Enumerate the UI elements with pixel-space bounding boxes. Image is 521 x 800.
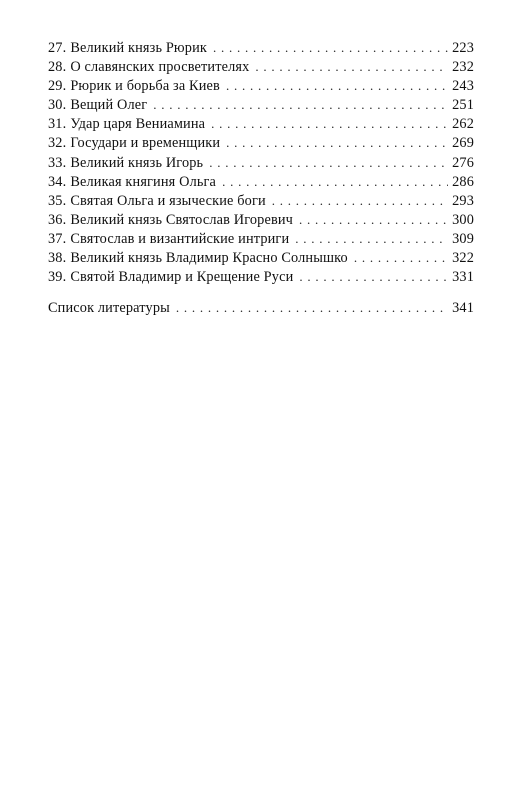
chapter-title: Великий князь Владимир Красно Солнышко xyxy=(70,250,348,267)
toc-entry-28 xyxy=(48,57,474,76)
dot-leader xyxy=(295,229,448,248)
chapter-page-number: 300 xyxy=(452,211,474,228)
chapter-title: Удар царя Вениамина xyxy=(70,116,206,133)
chapter-title: О славянских просветителях xyxy=(70,59,250,76)
chapter-title: Вещий Олег xyxy=(70,97,148,114)
chapter-page-number: 309 xyxy=(452,230,474,247)
chapter-title: Святая Ольга и языческие боги xyxy=(70,192,266,209)
toc-entry-29 xyxy=(48,76,474,95)
chapter-page-number: 269 xyxy=(452,135,474,152)
chapter-title: Государи и временщики xyxy=(70,135,221,152)
toc-entry-35 xyxy=(48,191,474,210)
chapter-number: 39. xyxy=(48,269,67,286)
chapter-number: 30. xyxy=(48,97,67,114)
dot-leader xyxy=(209,153,448,172)
dot-leader xyxy=(272,191,448,210)
chapter-title: Великий князь Игорь xyxy=(70,154,204,171)
chapter-page-number: 322 xyxy=(452,250,474,267)
chapter-title: Великий князь Рюрик xyxy=(70,40,207,56)
chapter-number: 35. xyxy=(48,192,67,209)
bibliography-title: Список литературы xyxy=(48,300,170,316)
toc-entry-33 xyxy=(48,153,474,172)
toc-entry-34 xyxy=(48,172,474,191)
toc-entry-37 xyxy=(48,229,474,248)
toc-entry-39 xyxy=(48,267,474,286)
chapter-title: Святослав и византийские интриги xyxy=(70,230,290,247)
toc-entry-bibliography xyxy=(48,298,474,317)
toc-entry-31 xyxy=(48,114,474,133)
dot-leader xyxy=(226,76,448,95)
dot-leader xyxy=(211,114,448,133)
toc-entry-38 xyxy=(48,248,474,267)
bibliography-page-number: 341 xyxy=(452,300,474,316)
dot-leader xyxy=(299,210,448,229)
chapter-page-number: 276 xyxy=(452,154,474,171)
chapter-number: 37. xyxy=(48,230,67,247)
toc-entry-36 xyxy=(48,210,474,229)
chapter-number: 38. xyxy=(48,250,67,267)
chapter-page-number: 243 xyxy=(452,78,474,95)
chapter-number: 27. xyxy=(48,40,67,56)
toc-entry-30 xyxy=(48,95,474,114)
chapter-page-number: 232 xyxy=(452,59,474,76)
dot-leader xyxy=(255,57,448,76)
chapter-number: 28. xyxy=(48,59,67,76)
chapter-title: Рюрик и борьба за Киев xyxy=(70,78,220,95)
dot-leader xyxy=(354,248,448,267)
chapter-page-number: 262 xyxy=(452,116,474,133)
chapter-page-number: 223 xyxy=(452,40,474,56)
toc-entry-32 xyxy=(48,133,474,152)
chapter-page-number: 251 xyxy=(452,97,474,114)
chapter-page-number: 331 xyxy=(452,269,474,286)
toc-entry-27 xyxy=(48,38,474,57)
chapter-number: 33. xyxy=(48,154,67,171)
dot-leader xyxy=(153,95,448,114)
chapter-number: 36. xyxy=(48,211,67,228)
chapter-number: 32. xyxy=(48,135,67,152)
table-of-contents xyxy=(48,38,474,286)
chapter-title: Святой Владимир и Крещение Руси xyxy=(70,269,294,286)
dot-leader xyxy=(226,133,448,152)
dot-leader xyxy=(222,172,448,191)
chapter-page-number: 293 xyxy=(452,192,474,209)
chapter-page-number: 286 xyxy=(452,173,474,190)
chapter-number: 34. xyxy=(48,173,67,190)
chapter-title: Великая княгиня Ольга xyxy=(70,173,217,190)
chapter-number: 31. xyxy=(48,116,67,133)
chapter-number: 29. xyxy=(48,78,67,95)
dot-leader xyxy=(176,298,448,317)
dot-leader xyxy=(299,267,448,286)
dot-leader xyxy=(213,38,448,57)
chapter-title: Великий князь Святослав Игоревич xyxy=(70,211,293,228)
